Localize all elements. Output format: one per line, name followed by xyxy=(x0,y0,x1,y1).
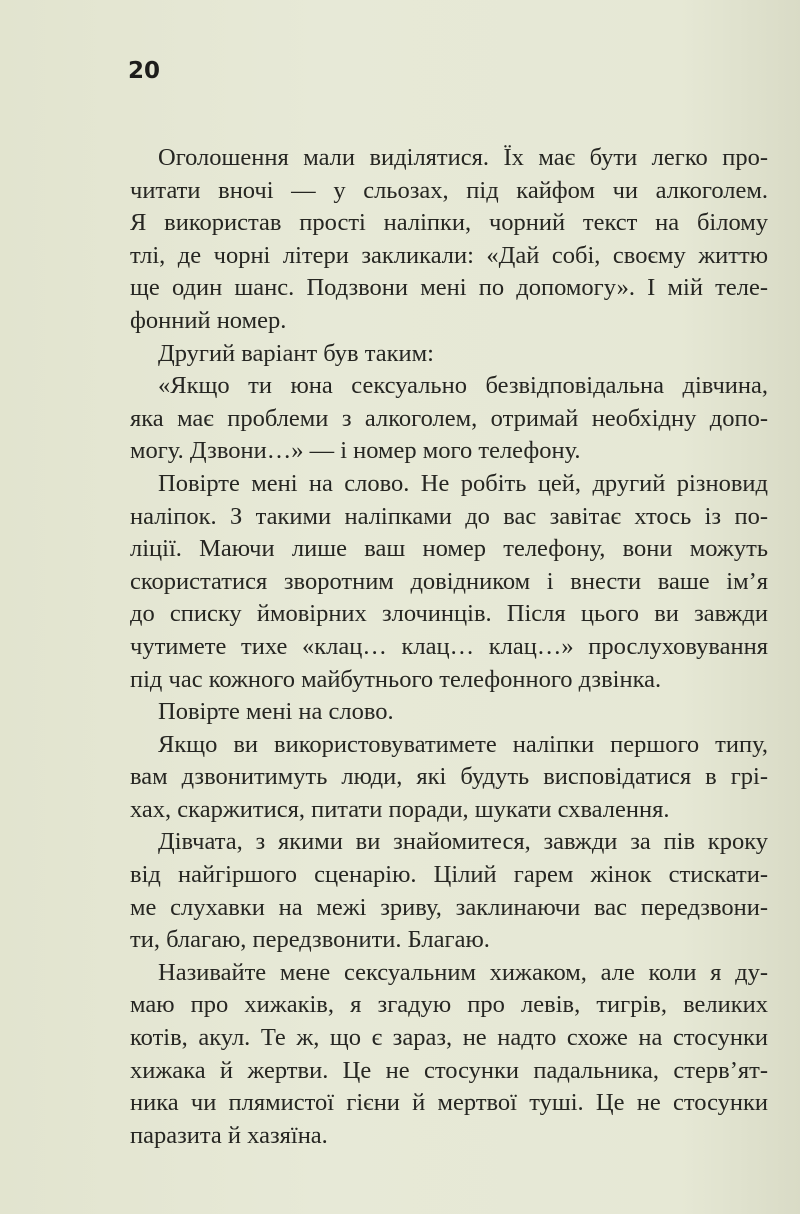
text-line: котів, акул. Те ж, що є зараз, не надто схоже на стосунки xyxy=(130,1024,768,1052)
page-number: 20 xyxy=(128,58,161,84)
text-line: «Якщо ти юна сексуально безвідповідальна дівчина, xyxy=(158,372,768,400)
text-line: Оголошення мали виділятися. Їх має бути легко про- xyxy=(158,144,768,171)
text-line: хижака й жертви. Це не стосунки падальника, стерв’ят- xyxy=(130,1056,768,1084)
text-line: фонний номер. xyxy=(130,306,287,334)
text-line: вам дзвонитимуть люди, які будуть висповідатися в грі- xyxy=(130,763,768,791)
text-line: ти, благаю, передзвонити. Благаю. xyxy=(130,926,490,954)
body-text xyxy=(130,142,768,1152)
text-line: від найгіршого сценарію. Цілий гарем жінок стискати- xyxy=(130,861,768,889)
text-line: хах, скаржитися, питати поради, шукати схвалення. xyxy=(130,795,670,823)
text-line: ще один шанс. Подзвони мені по допомогу». І мій теле- xyxy=(130,274,768,302)
text-line: читати вночі — у сльозах, під кайфом чи алкоголем. xyxy=(130,176,768,204)
text-line: до списку ймовірних злочинців. Після цього ви завжди xyxy=(130,600,768,628)
text-line: Називайте мене сексуальним хижаком, але коли я ду- xyxy=(158,958,768,986)
text-line: ника чи плямистої гієни й мертвої туші. Це не стосунки xyxy=(130,1089,768,1117)
text-line: Повірте мені на слово. xyxy=(158,698,394,726)
text-line: маю про хижаків, я згадую про левів, тигрів, великих xyxy=(130,991,768,1019)
text-line: скористатися зворотним довідником і внести ваше ім’я xyxy=(130,567,768,595)
text-line: під час кожного майбутнього телефонного дзвінка. xyxy=(130,665,662,693)
text-line: Другий варіант був таким: xyxy=(158,339,434,367)
text-line: чутимете тихе «клац… клац… клац…» прослуховування xyxy=(130,632,768,660)
text-line: ме слухавки на межі зриву, заклинаючи вас передзвони- xyxy=(130,893,768,921)
text-line: Якщо ви використовуватимете наліпки першого типу, xyxy=(158,730,768,758)
text-line: яка має проблеми з алкоголем, отримай необхідну допо- xyxy=(130,404,768,432)
text-line: Я використав прості наліпки, чорний текст на білому xyxy=(130,209,768,237)
text-line: наліпок. З такими наліпками до вас завітає хтось із по- xyxy=(130,502,768,530)
text-line: паразита й хазяїна. xyxy=(130,1121,328,1149)
text-line: Дівчата, з якими ви знайомитеся, завжди за пів кроку xyxy=(158,828,768,856)
text-line: тлі, де чорні літери закликали: «Дай собі, своєму життю xyxy=(130,241,768,269)
text-line: ліції. Маючи лише ваш номер телефону, вони можуть xyxy=(130,535,768,563)
text-line: могу. Дзвони…» — і номер мого телефону. xyxy=(130,437,581,465)
text-line: Повірте мені на слово. Не робіть цей, другий різновид xyxy=(158,469,768,497)
